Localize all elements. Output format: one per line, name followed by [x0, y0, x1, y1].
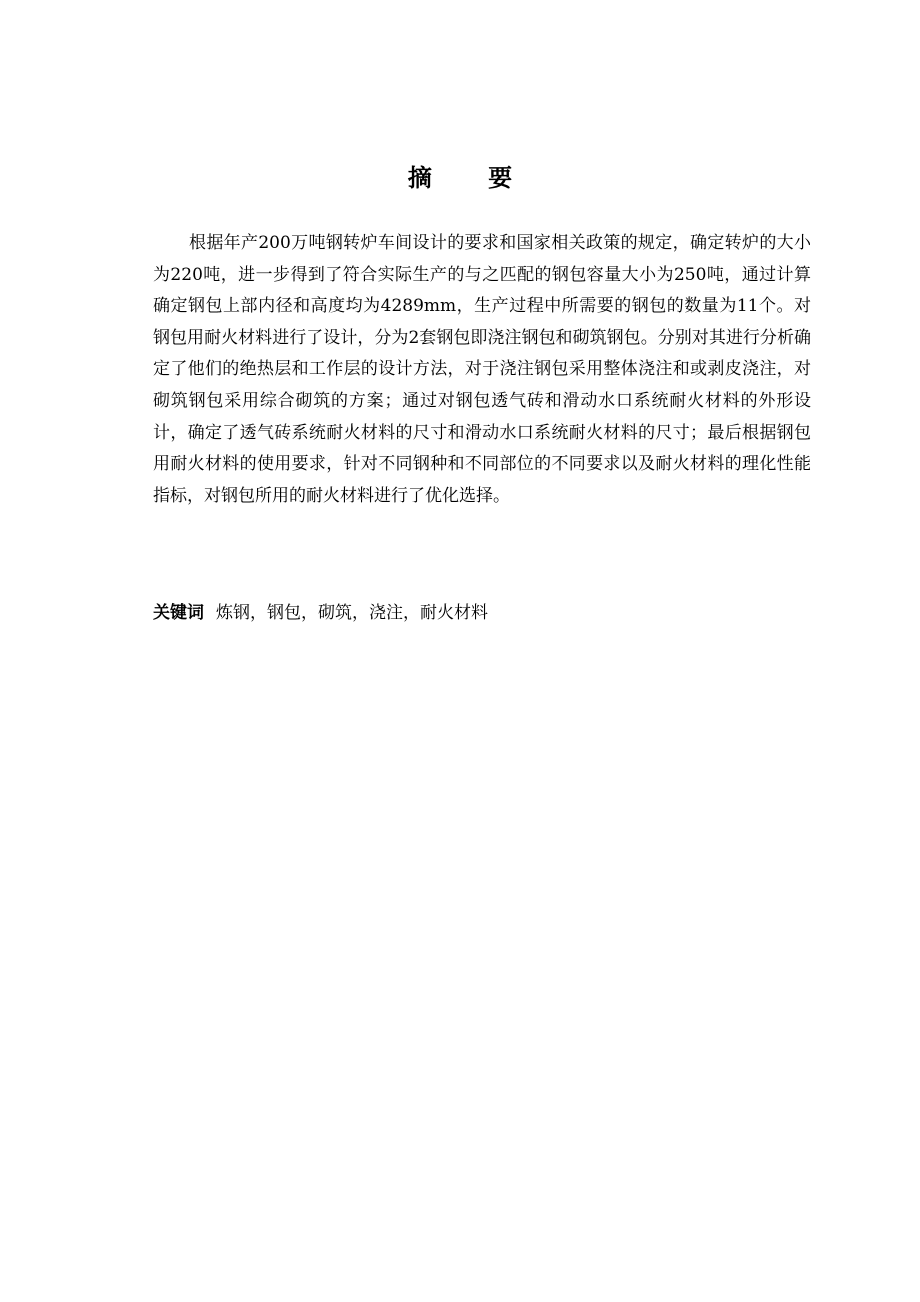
keywords-terms: 炼钢，钢包，砌筑，浇注，耐火材料 [216, 603, 488, 623]
abstract-title: 摘 要 [407, 164, 537, 192]
keywords-label: 关键词 [153, 603, 204, 623]
abstract-body: 根据年产200万吨钢转炉车间设计的要求和国家相关政策的规定，确定转炉的大小为220吨，进一步得到了符合实际生产的与之匹配的钢包容量大小为250吨，通过计算确定钢包上部内径和高度均为4289mm，生产过程中所需要的钢包的数量为11个。对钢包用耐火材料进行了设计，分为2套钢包即浇注钢包和砌筑钢包。分别对其进行分析确定了他们的绝热层和工作层的设计方法，对于浇注钢包采用整体浇注和或剥皮浇注，对砌筑钢包采用综合砌筑的方案；通过对钢包透气砖和滑动水口系统耐火材料的外形设计，确定了透气砖系统耐火材料的尺寸和滑动水口系统耐火材料的尺寸；最后根据钢包用耐火材料的使用要求，针对不同钢种和不同部位的不同要求以及耐火材料的理化性能指标，对钢包所用的耐火材料进行了优化选择。 [153, 233, 811, 506]
keywords-line [153, 598, 811, 628]
